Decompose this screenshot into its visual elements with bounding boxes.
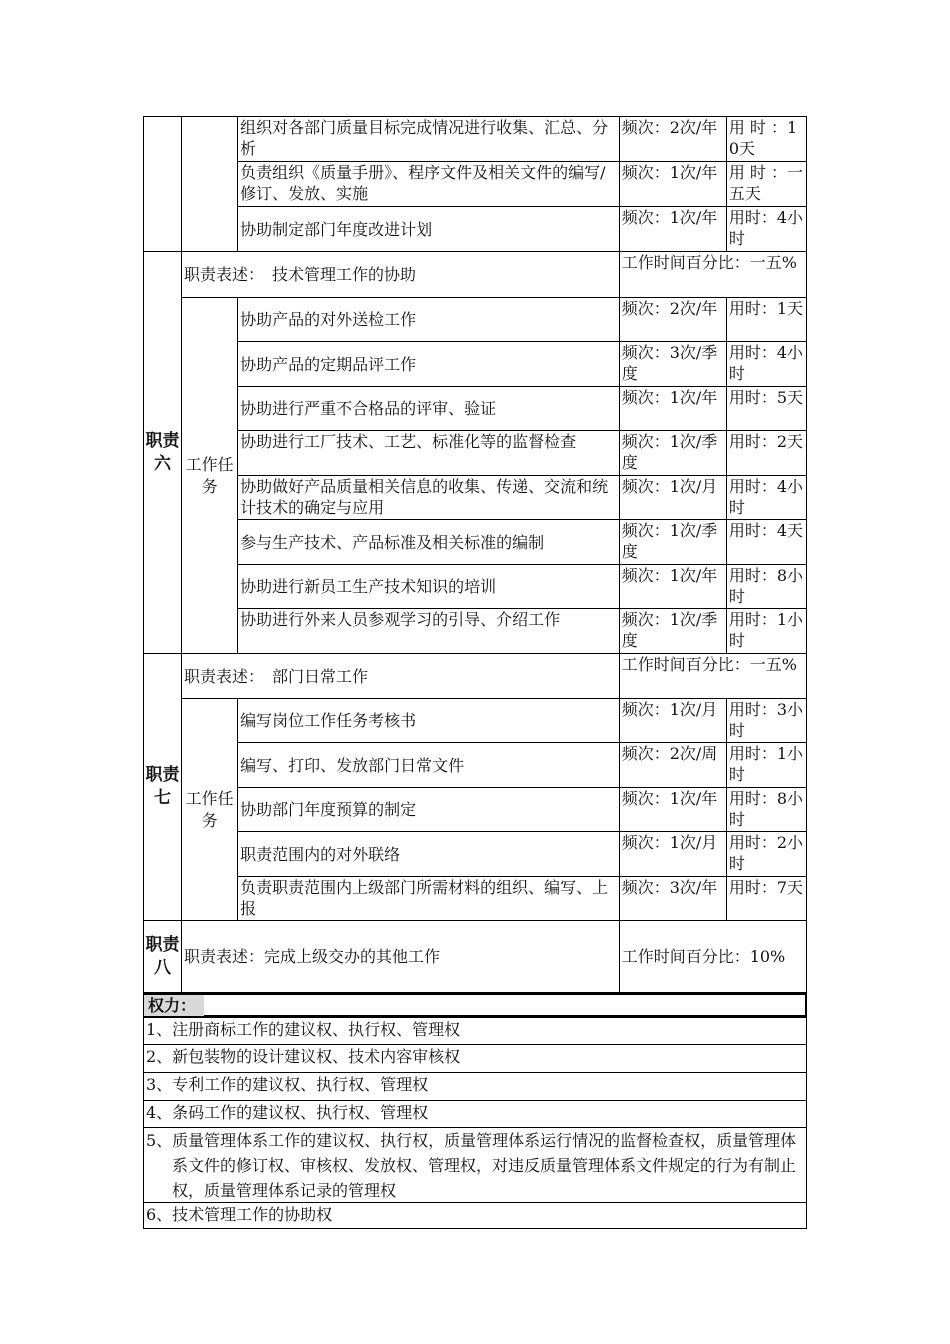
task-frequency: 频次：1次/年 [619,788,726,832]
table-row [144,699,807,743]
table-row [144,252,807,298]
power-item-3: 3、专利工作的建议权、执行权、管理权 [143,1073,807,1101]
task-frequency: 频次：2次/年 [619,298,726,342]
duty-label-7: 职责七 [144,654,182,921]
table-row [144,832,807,877]
duty-label-6: 职责六 [144,252,182,654]
table-row [144,117,807,162]
task-text: 编写、打印、发放部门日常文件 [238,743,620,788]
task-time: 用时：8小时 [726,788,806,832]
table-row [144,476,807,520]
task-time: 用时：1小时 [726,609,806,654]
table-row [144,520,807,565]
task-text: 负责职责范围内上级部门所需材料的组织、编写、上报 [238,877,620,921]
table-row [144,431,807,476]
task-time: 用时：4小时 [726,342,806,387]
task-text: 协助进行新员工生产技术知识的培训 [238,565,620,609]
table-row [144,654,807,699]
task-label-7: 工作任务 [182,699,238,921]
task-text: 协助制定部门年度改进计划 [238,207,620,252]
task-text: 编写岗位工作任务考核书 [238,699,620,743]
task-frequency: 频次：1次/月 [619,699,726,743]
duties-table [143,116,807,993]
task-text: 组织对各部门质量目标完成情况进行收集、汇总、分析 [238,117,620,162]
duty-time-percent-7: 工作时间百分比：一五% [619,654,806,699]
task-time: 用 时 ：10天 [726,117,806,162]
task-text: 参与生产技术、产品标准及相关标准的编制 [238,520,620,565]
power-item-1: 1、注册商标工作的建议权、执行权、管理权 [143,1017,807,1045]
duty-statement-6: 职责表述： 技术管理工作的协助 [182,252,620,298]
task-time: 用时：1天 [726,298,806,342]
table-row [144,609,807,654]
task-frequency: 频次：1次/月 [619,832,726,877]
task-time: 用时：7天 [726,877,806,921]
task-label-6: 工作任务 [182,298,238,654]
task-frequency: 频次：1次/年 [619,565,726,609]
task-frequency: 频次：2次/年 [619,117,726,162]
duty-statement-7: 职责表述： 部门日常工作 [182,654,620,699]
table-row [144,877,807,921]
task-frequency: 频次：1次/季度 [619,431,726,476]
table-row [144,342,807,387]
table-row [144,207,807,252]
task-time: 用时：8小时 [726,565,806,609]
task-time: 用时：2天 [726,431,806,476]
table-row [144,298,807,342]
table-row [144,387,807,431]
table-row [144,162,807,207]
duty-time-percent-8: 工作时间百分比：10% [619,921,806,993]
task-text: 协助产品的定期品评工作 [238,342,620,387]
powers-heading-row [143,993,807,1017]
duty-statement-8: 职责表述：完成上级交办的其他工作 [182,921,620,993]
power-item-2: 2、新包装物的设计建议权、技术内容审核权 [143,1045,807,1073]
table-row [144,921,807,993]
task-time: 用时：3小时 [726,699,806,743]
task-frequency: 频次：3次/年 [619,877,726,921]
task-text: 协助产品的对外送检工作 [238,298,620,342]
table-row [144,565,807,609]
task-frequency: 频次：1次/季度 [619,609,726,654]
task-frequency: 频次：2次/周 [619,743,726,788]
task-text: 协助部门年度预算的制定 [238,788,620,832]
powers-heading: 权力： [144,995,204,1016]
task-frequency: 频次：1次/季度 [619,520,726,565]
task-cell-continued [182,117,238,252]
duty-time-percent-6: 工作时间百分比：一五% [619,252,806,298]
task-time: 用时：4小时 [726,476,806,520]
task-frequency: 频次：1次/年 [619,207,726,252]
duty-label-8: 职责八 [144,921,182,993]
duty-cell-continued [144,117,182,252]
power-item-5: 5、质量管理体系工作的建议权、执行权，质量管理体系运行情况的监督检查权，质量管理体系文件的修订权、审核权、发放权、管理权，对违反质量管理体系文件规定的行为有制止权，质量管理体系记录的管理权 [143,1128,807,1203]
task-time: 用时：4天 [726,520,806,565]
task-time: 用时：4小时 [726,207,806,252]
power-item-4: 4、条码工作的建议权、执行权、管理权 [143,1101,807,1128]
power-item-6: 6、技术管理工作的协助权 [143,1203,807,1229]
task-text: 协助进行工厂技术、工艺、标准化等的监督检查 [238,431,620,476]
task-text: 负责组织《质量手册》、程序文件及相关文件的编写/修订、发放、实施 [238,162,620,207]
task-frequency: 频次：3次/季度 [619,342,726,387]
task-frequency: 频次：1次/年 [619,162,726,207]
task-time: 用时：1小时 [726,743,806,788]
task-time: 用时：2小时 [726,832,806,877]
task-text: 协助进行外来人员参观学习的引导、介绍工作 [238,609,620,654]
task-text: 职责范围内的对外联络 [238,832,620,877]
task-frequency: 频次：1次/月 [619,476,726,520]
task-time: 用 时 ：一五天 [726,162,806,207]
table-row [144,788,807,832]
task-frequency: 频次：1次/年 [619,387,726,431]
task-time: 用时：5天 [726,387,806,431]
table-row [144,743,807,788]
task-text: 协助进行严重不合格品的评审、验证 [238,387,620,431]
task-text: 协助做好产品质量相关信息的收集、传递、交流和统计技术的确定与应用 [238,476,620,520]
